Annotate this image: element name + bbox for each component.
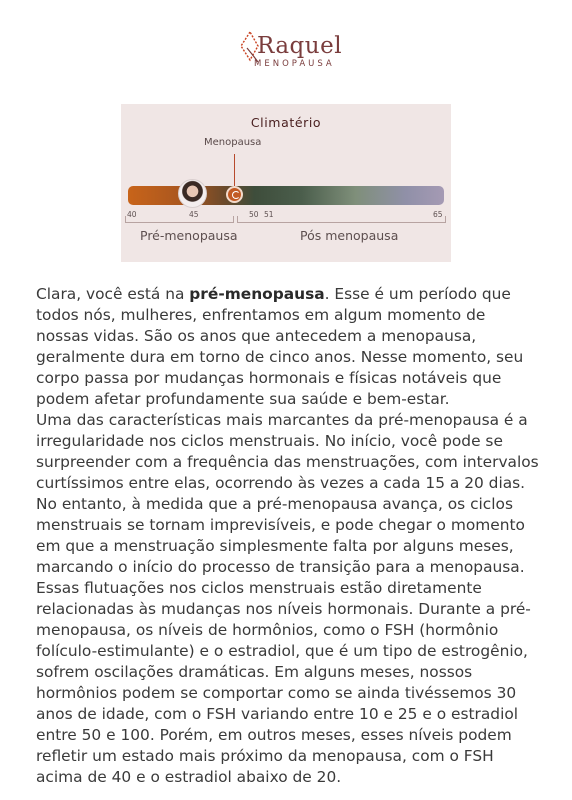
phase-label-pre: Pré-menopausa	[140, 228, 238, 243]
phase-highlight: pré-menopausa	[189, 285, 325, 303]
range-cap	[445, 216, 446, 223]
phase-label-pos: Pós menopausa	[300, 228, 399, 243]
user-avatar	[178, 179, 207, 208]
paragraph-intro: Clara, você está na	[36, 285, 190, 303]
pos-menopausa-range-line	[237, 222, 445, 223]
card-title: Climatério	[250, 115, 322, 130]
brand-name: Raquel	[257, 33, 343, 59]
tick-label: 45	[189, 210, 199, 219]
climaterio-timeline-card	[121, 104, 451, 262]
tick-label: 51	[264, 210, 274, 219]
pre-menopausa-range-line	[125, 222, 233, 223]
range-cap	[233, 216, 234, 223]
tick-label: 65	[433, 210, 443, 219]
menopausa-marker-line	[234, 154, 235, 190]
paragraph-text: . Esse é um período que todos nós, mulheres, enfrentamos em algum momento de nossas vidas. São os anos que antecedem a menopausa, geralmente dura em torno de cinco anos. Nesse momento, seu corpo passa por mudanças hormonais e físicas notáveis que podem afetar profundamente sua saúde e bem-estar.	[36, 285, 524, 408]
paragraph: Essas flutuações nos ciclos menstruais estão diretamente relacionadas às mudanças nos níveis hormonais. Durante a pré-menopausa, os níveis de hormônios, como o FSH (hormônio folículo-estimulante) e o estradiol, que é um tipo de estrogênio, sofrem oscilações dramáticas. Em alguns meses, nossos hormônios podem se comportar como se ainda tivéssemos 30 anos de idade, com o FSH variando entre 10 e 25 e o estradiol entre 50 e 100. Porém, em outros meses, esses níveis podem refletir um estado mais próximo da menopausa, com o FSH acima de 40 e o estradiol abaixo de 20.	[36, 579, 531, 786]
tick-label: 40	[127, 210, 137, 219]
app-header	[0, 0, 572, 90]
paragraph: Uma das características mais marcantes da pré-menopausa é a irregularidade nos ciclos menstruais. No início, você pode se surpreender com a frequência das menstruações, com intervalos curtíssimos entre elas, ocorrendo às vezes a cada 15 a 20 dias. No entanto, à medida que a pré-menopausa avança, os ciclos menstruais se tornam imprevisíveis, e pode chegar o momento em que a menstruação simplesmente falta por alguns meses, marcando o início do processo de transição para a menopausa.	[36, 411, 539, 576]
menopausa-marker-label: Menopausa	[204, 137, 262, 148]
paragraph	[36, 284, 542, 410]
article-body	[36, 284, 542, 788]
refresh-icon	[232, 191, 240, 199]
menopausa-dot	[226, 186, 243, 203]
tick-label: 50	[249, 210, 259, 219]
age-gradient-bar	[128, 186, 444, 205]
brand-subtitle: MENOPAUSA	[254, 59, 335, 69]
